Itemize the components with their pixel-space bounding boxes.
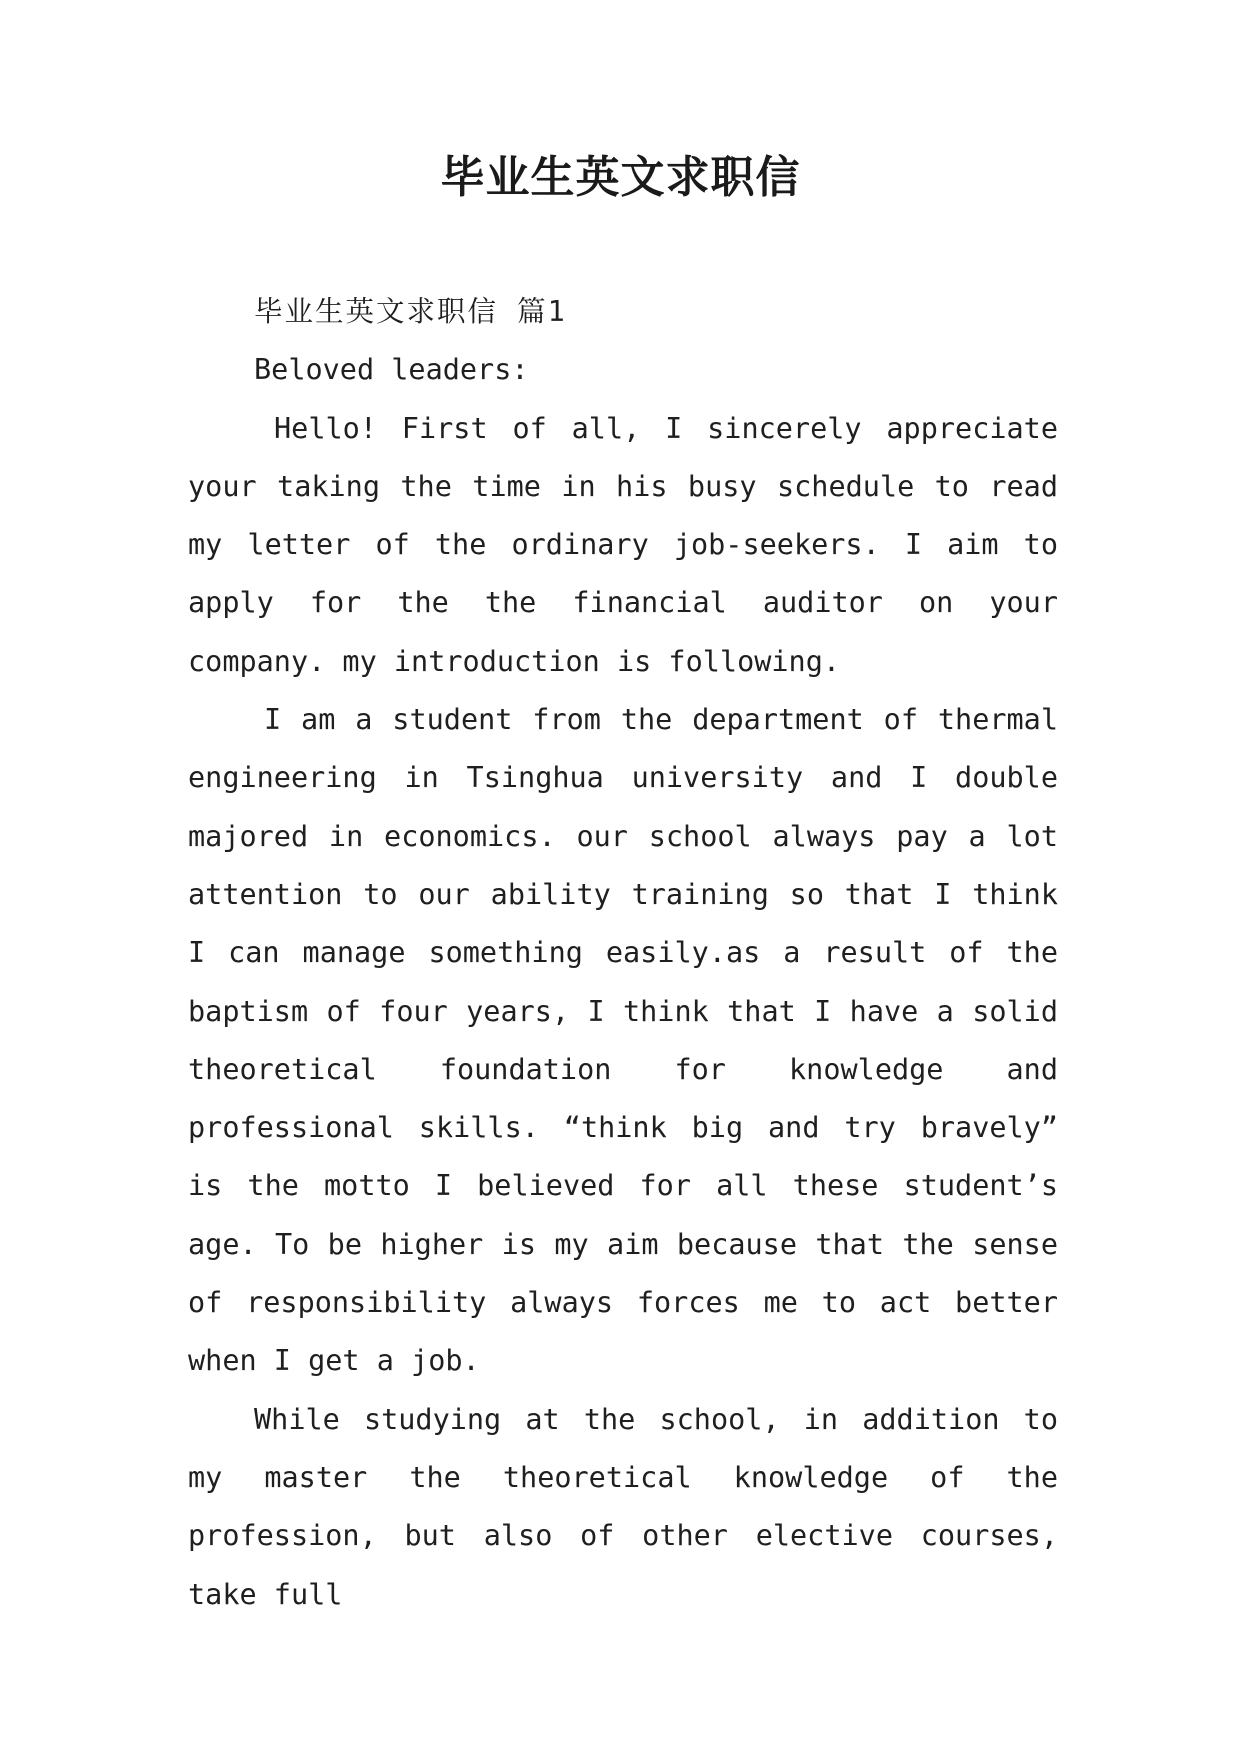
paragraph-1: Hello! First of all, I sincerely appreciate your taking the time in his busy schedule to read my letter of the ordinary job-seekers. I aim to apply for the the financial auditor on your company. my introduction is following.: [188, 411, 1058, 678]
document-title: 毕业生英文求职信: [440, 152, 801, 203]
paragraph-3: While studying at the school, in addition to my master the theoretical knowledge of the profession, but also of other elective courses, take full: [188, 1402, 1058, 1611]
paragraph-2: I am a student from the department of thermal engineering in Tsinghua university and I double majored in economics. our school always pay a lot attention to our ability training so that I think I can manage something easily.as a result of the baptism of four years, I think that I have a solid theoretical foundation for knowledge and professional skills. “think big and try bravely” is the motto I believed for all these student’s age. To be higher is my aim because that the sense of responsibility always forces me to act better when I get a job.: [188, 703, 1058, 1378]
document-body: [188, 283, 1058, 1624]
salutation: Beloved leaders:: [254, 353, 529, 387]
section-heading: 毕业生英文求职信 篇1: [254, 295, 567, 328]
